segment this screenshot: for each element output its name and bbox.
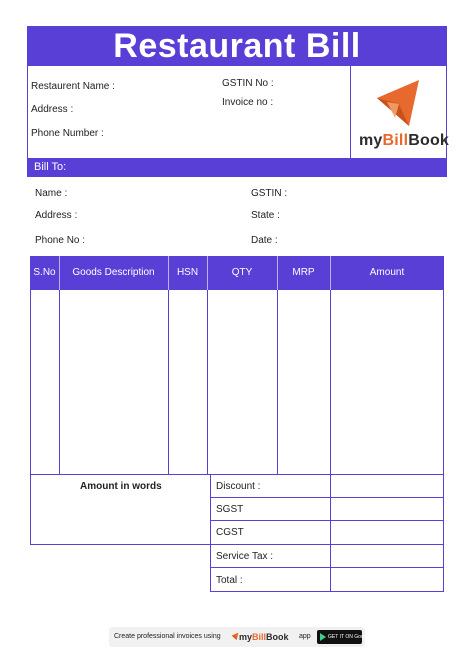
logo-brand-prefix: my	[359, 132, 383, 149]
items-area-bottom-border	[30, 474, 444, 475]
bill-to-state-label: State :	[251, 210, 280, 221]
sgst-label: SGST	[216, 504, 244, 515]
google-play-label: GET IT ON Google Play	[328, 634, 382, 640]
bill-to-date-label: Date :	[251, 235, 278, 246]
google-play-icon	[320, 633, 326, 641]
page-title: Restaurant Bill	[27, 26, 447, 66]
header-left-border	[27, 66, 28, 158]
summary-row-divider	[210, 544, 444, 545]
summary-bottom-border	[210, 591, 444, 592]
service-tax-label: Service Tax :	[216, 551, 274, 562]
summary-row-divider	[210, 520, 444, 521]
footer-app-word: app	[299, 633, 311, 640]
bill-to-gstin-label: GSTIN :	[251, 188, 288, 199]
column-header-hsn: HSN	[176, 267, 199, 278]
bill-to-phone-label: Phone No :	[35, 235, 86, 246]
address-label: Address :	[31, 104, 74, 115]
footer-text: Create professional invoices using	[114, 633, 221, 640]
table-border-right	[443, 290, 444, 592]
summary-row-divider	[210, 497, 444, 498]
discount-label: Discount :	[216, 481, 261, 492]
column-header-qty: QTY	[231, 267, 253, 278]
column-divider	[168, 290, 169, 474]
footer-brand	[239, 627, 289, 647]
logo-wordmark	[359, 132, 449, 150]
restaurant-name-label: Restaurent Name :	[31, 81, 115, 92]
phone-number-label: Phone Number :	[31, 128, 104, 139]
summary-divider	[210, 474, 211, 592]
column-header-sno: S.No	[33, 267, 56, 278]
bill-to-name-label: Name :	[35, 188, 68, 199]
column-divider	[59, 290, 60, 474]
column-header-mrp: MRP	[292, 267, 315, 278]
bill-to-address-label: Address :	[35, 210, 78, 221]
cgst-label: CGST	[216, 527, 244, 538]
bill-to-heading: Bill To:	[27, 158, 447, 177]
column-divider	[207, 290, 208, 474]
amount-words-bottom-border	[30, 544, 211, 545]
total-label: Total :	[216, 575, 243, 586]
logo-brand-accent: Bill	[382, 132, 409, 149]
google-play-badge[interactable]	[317, 630, 382, 644]
column-header-goods-description: Goods Description	[72, 267, 155, 278]
items-table-header	[30, 256, 444, 290]
summary-row-divider	[210, 567, 444, 568]
table-border-left	[30, 290, 31, 544]
footer-promo	[109, 627, 382, 647]
footer-brand-accent: Bill	[252, 632, 267, 642]
amount-in-words-label: Amount in words	[80, 481, 162, 492]
mybillbook-logo	[351, 70, 450, 156]
invoice-no-label: Invoice no :	[222, 97, 274, 108]
gstin-no-label: GSTIN No :	[222, 78, 274, 89]
column-divider	[330, 290, 331, 592]
column-divider	[277, 290, 278, 474]
paper-plane-logo-icon	[373, 78, 423, 130]
footer-brand-suffix: Book	[266, 632, 289, 642]
paper-plane-small-icon	[231, 632, 239, 641]
footer-brand-prefix: my	[239, 632, 253, 642]
column-header-amount: Amount	[369, 267, 405, 278]
logo-brand-suffix: Book	[408, 132, 450, 149]
